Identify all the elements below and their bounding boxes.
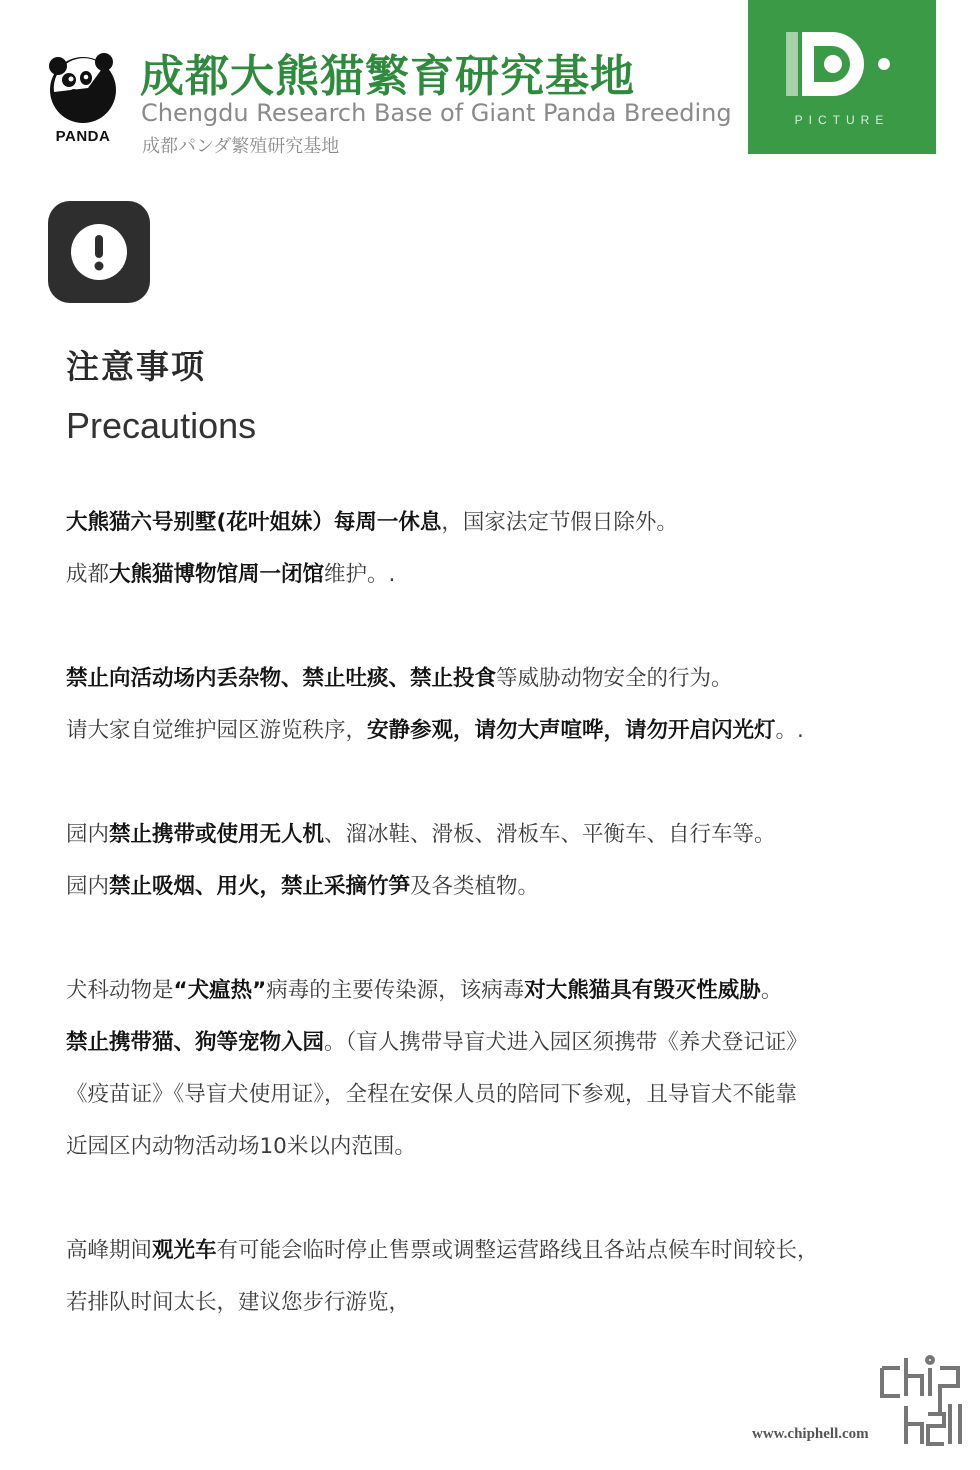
precaution-line [66,653,926,705]
body-text: 《疫苗证》《导盲犬使用证》，全程在安保人员的陪同下参观，且导盲犬不能靠 [66,1082,798,1107]
body-text: ，国家法定节假日除外。 [441,510,678,535]
section-title-english: Precautions [66,405,257,446]
body-text: 。（盲人携带导盲犬进入园区须携带《养犬登记证》 [324,1030,808,1055]
body-text: 等威胁动物安全的行为。 [496,666,733,691]
precaution-line [66,1225,926,1277]
emphasis-text: 禁止向活动场内丢杂物、禁止吐痰、禁止投食 [66,666,497,691]
body-text: 病毒的主要传染源，该病毒 [266,978,525,1003]
body-text: 维护。. [324,562,396,587]
panda-face-icon [44,48,122,126]
body-text: 。 [760,978,783,1003]
emphasis-text: 观光车 [152,1238,217,1263]
org-title-english: Chengdu Research Base of Giant Panda Breeding [141,99,732,127]
precaution-line [66,965,926,1017]
brand-mark-icon [786,28,898,102]
emphasis-text: 安静参观，请勿大声喧哗，请勿开启闪光灯 [367,718,776,743]
body-text: 成都 [66,562,110,587]
precaution-line [66,705,926,757]
exclamation-circle-icon [69,222,129,282]
body-text: 园内 [66,874,110,899]
watermark [752,1350,972,1460]
precaution-line [66,1121,926,1173]
precaution-line [66,809,926,861]
body-text: 有可能会临时停止售票或调整运营路线且各站点候车时间较长， [216,1238,819,1263]
precaution-line [66,549,926,601]
org-title-chinese: 成都大熊猫繁育研究基地 [140,51,635,102]
precaution-paragraph [66,497,926,601]
body-text: 。. [775,718,804,743]
picture-brand-logo [748,0,936,154]
watermark-url: www.chiphell.com [752,1426,869,1442]
precaution-line [66,1069,926,1121]
panda-logo [44,48,122,148]
body-text: 请大家自觉维护园区游览秩序， [66,718,368,743]
precaution-paragraph [66,653,926,757]
emphasis-text: “犬瘟热” [173,978,267,1003]
body-text: 若排队时间太长，建议您步行游览， [66,1290,411,1315]
section-title-chinese: 注意事项 [66,347,206,386]
precautions-content [66,497,926,1381]
page-header [0,0,980,170]
body-text: 高峰期间 [66,1238,153,1263]
precaution-line [66,1017,926,1069]
emphasis-text: 禁止吸烟、用火，禁止采摘竹笋 [109,874,411,899]
precaution-line [66,497,926,549]
emphasis-text: 对大熊猫具有毁灭性威胁 [524,978,761,1003]
precaution-paragraph [66,1225,926,1329]
precaution-paragraph [66,965,926,1173]
body-text: 、溜冰鞋、滑板、滑板车、平衡车、自行车等。 [324,822,776,847]
body-text: 及各类植物。 [410,874,540,899]
emphasis-text: 大熊猫六号别墅(花叶姐妹）每周一休息 [66,510,442,535]
precaution-line [66,861,926,913]
brand-word: PICTURE [794,113,890,127]
precaution-line [66,1277,926,1329]
org-title-japanese: 成都パンダ繁殖研究基地 [142,136,340,157]
body-text: 犬科动物是 [66,978,174,1003]
emphasis-text: 禁止携带或使用无人机 [109,822,325,847]
alert-badge [48,201,150,303]
emphasis-text: 禁止携带猫、狗等宠物入园 [66,1030,325,1055]
body-text: 园内 [66,822,110,847]
body-text: 近园区内动物活动场10米以内范围。 [66,1134,416,1159]
emphasis-text: 大熊猫博物馆周一闭馆 [109,562,325,587]
precaution-paragraph [66,809,926,913]
chiphell-logo-icon [878,1354,968,1454]
panda-logo-label: PANDA [55,128,111,145]
